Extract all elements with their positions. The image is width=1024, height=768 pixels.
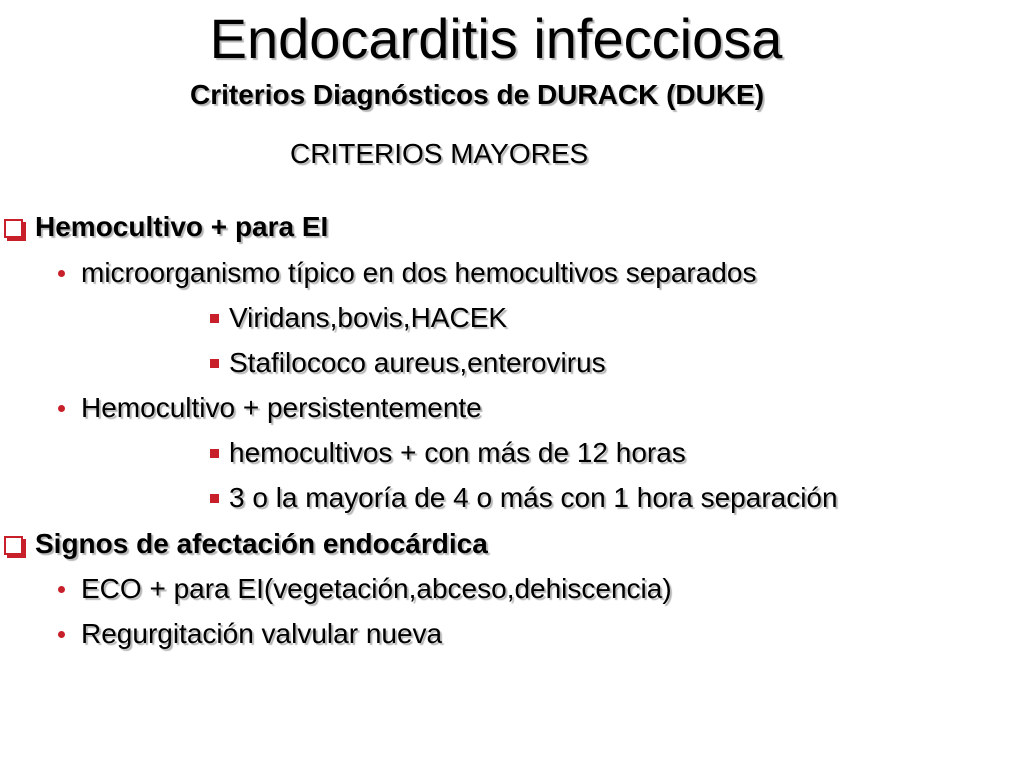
criterion-label: Hemocultivo + para EI [35,211,329,242]
list-item-label: hemocultivos + con más de 12 horas [229,437,686,468]
list-item [208,436,686,470]
sub-criterion-regurgitation [56,617,442,651]
bullet-dot-icon [58,586,65,593]
checkbox-icon [4,536,23,555]
checkbox-icon [4,219,23,238]
criterion-blood-culture [4,210,328,244]
sub-criterion-label: microorganismo típico en dos hemocultivos separados [81,257,757,288]
sub-criterion-typical-organism [56,256,756,290]
sub-criterion-persistent [56,391,482,425]
list-item [208,301,507,335]
list-item [208,481,838,515]
square-bullet-icon [210,449,219,458]
square-bullet-icon [210,494,219,503]
slide-subtitle: Criterios Diagnósticos de DURACK (DUKE) [190,79,765,110]
criterion-label: Signos de afectación endocárdica [35,528,488,559]
section-heading: CRITERIOS MAYORES [290,138,589,169]
bullet-dot-icon [58,631,65,638]
list-item-label: Viridans,bovis,HACEK [229,302,508,333]
sub-criterion-label: ECO + para EI(vegetación,abceso,dehiscencia) [81,573,672,604]
list-item-label: 3 o la mayoría de 4 o más con 1 hora separación [229,482,838,513]
criterion-endocardial-signs [4,527,488,561]
sub-criterion-echo [56,572,672,606]
sub-criterion-label: Regurgitación valvular nueva [81,618,443,649]
list-item [208,346,606,380]
slide-title: Endocarditis infecciosa [209,7,783,70]
square-bullet-icon [210,359,219,368]
bullet-dot-icon [58,270,65,277]
bullet-dot-icon [58,405,65,412]
sub-criterion-label: Hemocultivo + persistentemente [81,392,482,423]
list-item-label: Stafilococo aureus,enterovirus [229,347,606,378]
square-bullet-icon [210,314,219,323]
